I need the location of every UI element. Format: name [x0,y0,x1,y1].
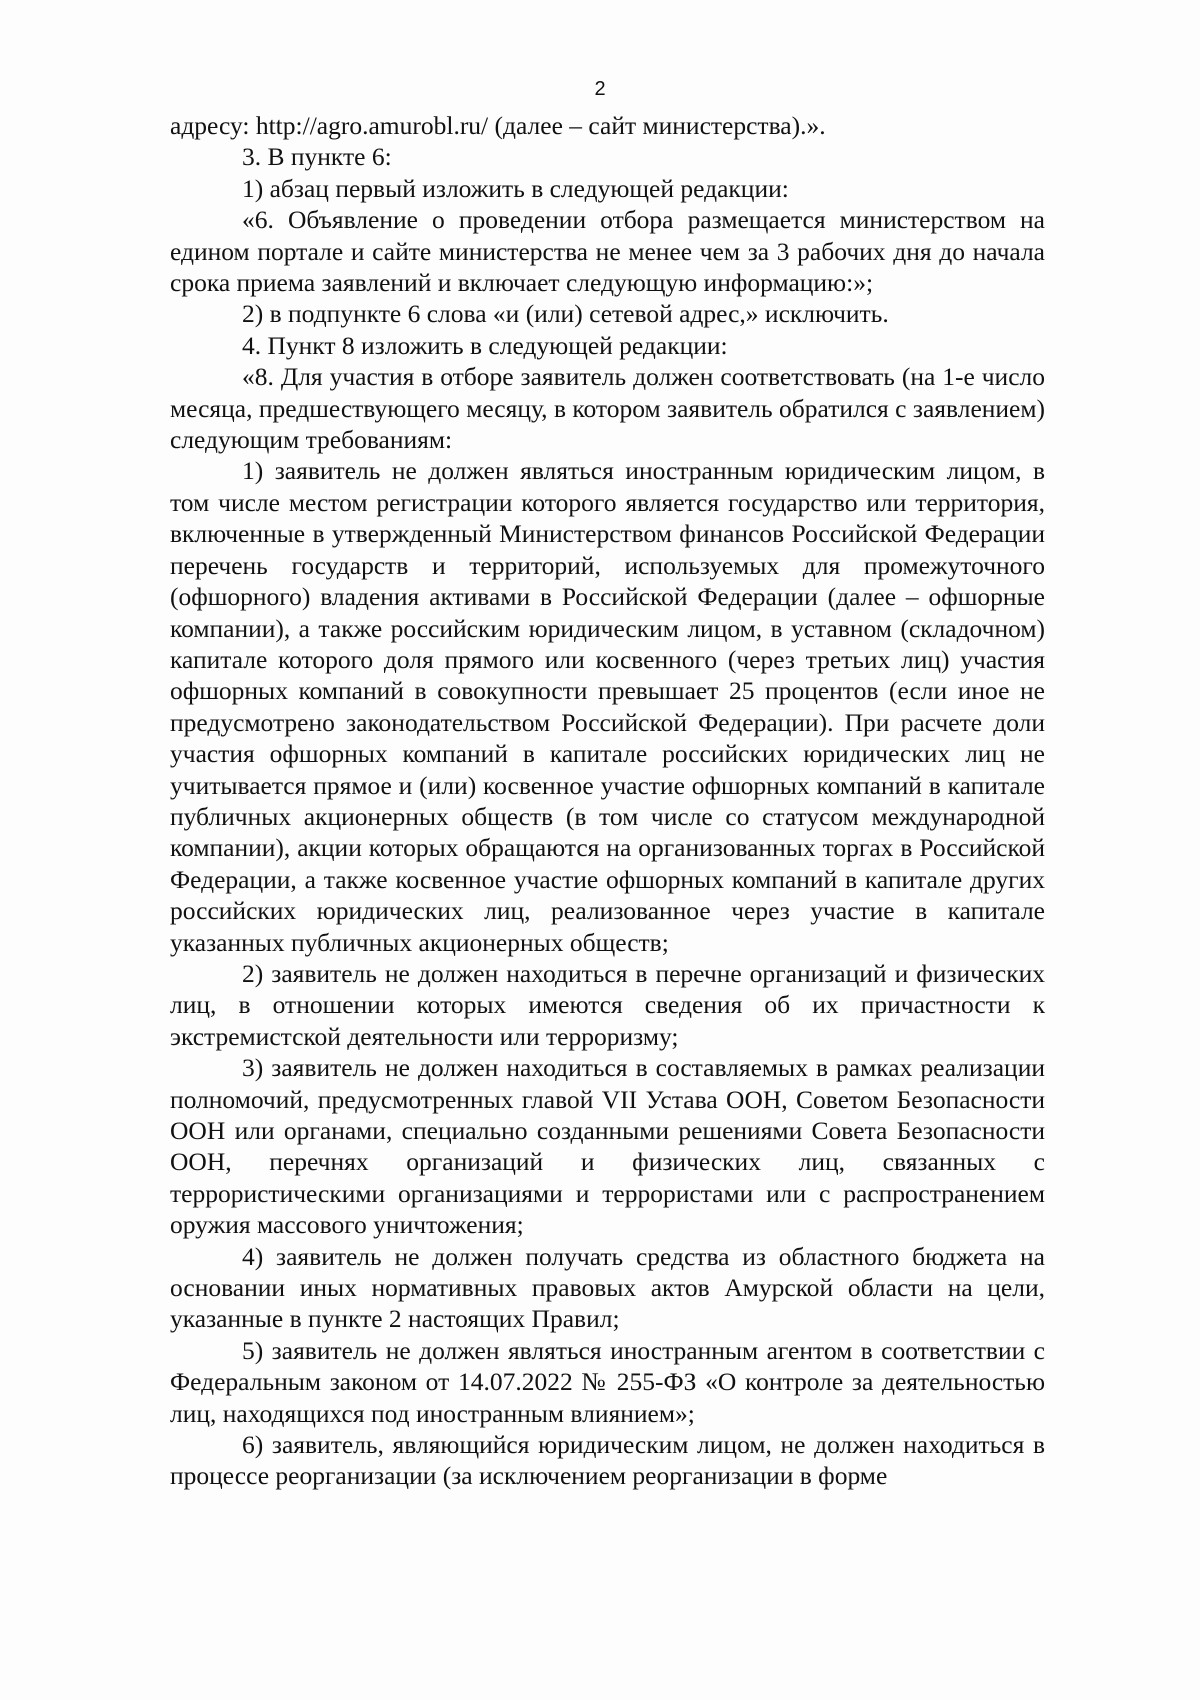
document-body [170,110,1045,1492]
paragraph-requirement-4: 4) заявитель не должен получать средства из областного бюджета на основании иных нормативных правовых актов Амурской области на цели, указанные в пункте 2 настоящих Правил; [170,1241,1045,1334]
paragraph-requirement-5: 5) заявитель не должен являться иностранным агентом в соответствии с Федеральным законом от 14.07.2022 № 255-ФЗ «О контроле за деятельностью лиц, находящихся под иностранным влиянием»; [170,1335,1045,1428]
page-number: 2 [594,78,606,100]
paragraph-quote-8: «8. Для участия в отборе заявитель должен соответствовать (на 1-е число месяца, предшествующего месяцу, в котором заявитель обратился с заявлением) следующим требованиям: [170,362,1045,455]
paragraph-continuation: адресу: http://agro.amurobl.ru/ (далее – сайт министерства).». [170,111,826,140]
paragraph-requirement-3: 3) заявитель не должен находиться в составляемых в рамках реализации полномочий, предусмотренных главой VII Устава ООН, Советом Безопасности ООН или органами, специально созданными решениями Совета Безопасности ООН, перечнях организаций и физических лиц, связанных с террористическими организациями и террористами или с распространением оружия массового уничтожения; [170,1053,1045,1240]
paragraph-subitem-2: 2) в подпункте 6 слова «и (или) сетевой адрес,» исключить. [242,299,889,329]
paragraph-subitem-1: 1) абзац первый изложить в следующей редакции: [242,173,789,203]
paragraph-item-4: 4. Пункт 8 изложить в следующей редакции: [242,330,728,360]
paragraph-requirement-6: 6) заявитель, являющийся юридическим лицом, не должен находиться в процессе реорганизации (за исключением реорганизации в форме [170,1430,1045,1491]
paragraph-requirement-2: 2) заявитель не должен находиться в перечне организаций и физических лиц, в отношении которых имеются сведения об их причастности к экстремистской деятельности или терроризму; [170,958,1045,1051]
paragraph-quote-6: «6. Объявление о проведении отбора размещается министерством на едином портале и сайте министерства не менее чем за 3 рабочих дня до начала срока приема заявлений и включает следующую информацию:»; [170,205,1045,298]
paragraph-item-3: 3. В пункте 6: [242,142,392,172]
paragraph-requirement-1: 1) заявитель не должен являться иностранным юридическим лицом, в том числе местом регистрации которого является государство или территория, включенные в утвержденный Министерством финансов Российской Федерации перечень государств и территорий, используемых для промежуточного (офшорного) владения активами в Российской Федерации (далее – офшорные компании), а также российским юридическим лицом, в уставном (складочном) капитале которого доля прямого или косвенного (через третьих лиц) участия офшорных компаний в совокупности превышает 25 процентов (если иное не предусмотрено законодательством Российской Федерации). При расчете доли участия офшорных компаний в капитале российских юридических лиц не учитывается прямое и (или) косвенное участие офшорных компаний в капитале публичных акционерных обществ (в том числе со статусом международной компании), акции которых обращаются на организованных торгах в Российской Федерации, а также косвенное участие офшорных компаний в капитале других российских юридических лиц, реализованное через участие в капитале указанных публичных акционерных обществ; [170,456,1045,957]
